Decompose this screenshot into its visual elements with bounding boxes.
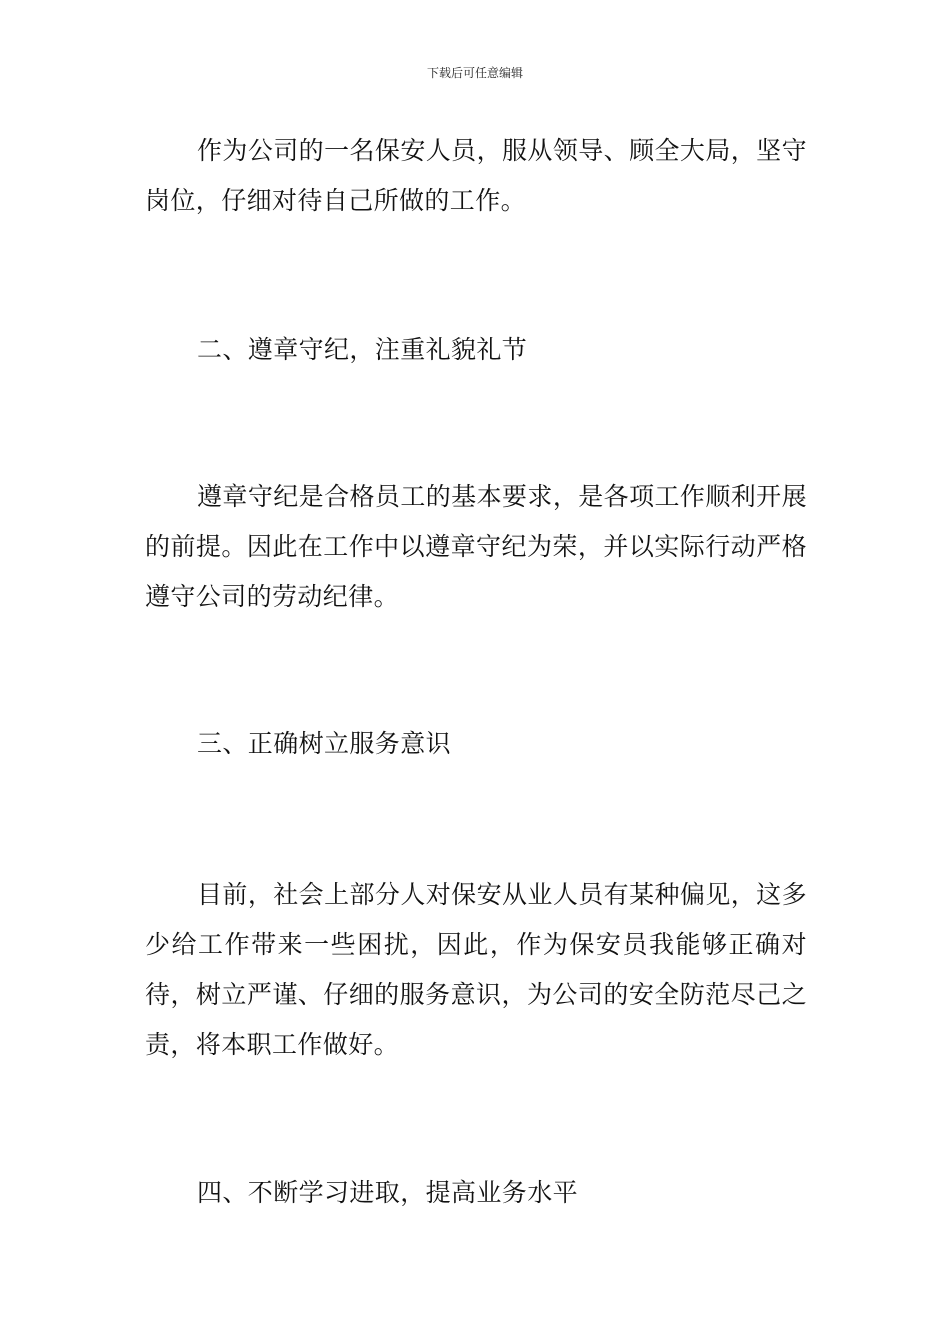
- section-heading-3: 三、正确树立服务意识: [197, 729, 452, 758]
- page-header: 下载后可任意编辑: [426, 66, 523, 80]
- paragraph-service: 目前，社会上部分人对保安从业人员有某种偏见，这多少给工作带来一些困扰，因此，作为保安员我能够正确对待，树立严谨、仔细的服务意识，为公司的安全防范尽己之责，将本职工作做好。: [145, 880, 807, 1059]
- paragraph-duty: 作为公司的一名保安人员，服从领导、顾全大局，坚守岗位，仔细对待自己所做的工作。: [145, 136, 807, 215]
- paragraph-discipline: 遵章守纪是合格员工的基本要求，是各项工作顺利开展的前提。因此在工作中以遵章守纪为荣，并以实际行动严格遵守公司的劳动纪律。: [145, 482, 807, 611]
- section-heading-4: 四、不断学习进取，提高业务水平: [197, 1178, 579, 1207]
- section-heading-2: 二、遵章守纪，注重礼貌礼节: [197, 335, 528, 364]
